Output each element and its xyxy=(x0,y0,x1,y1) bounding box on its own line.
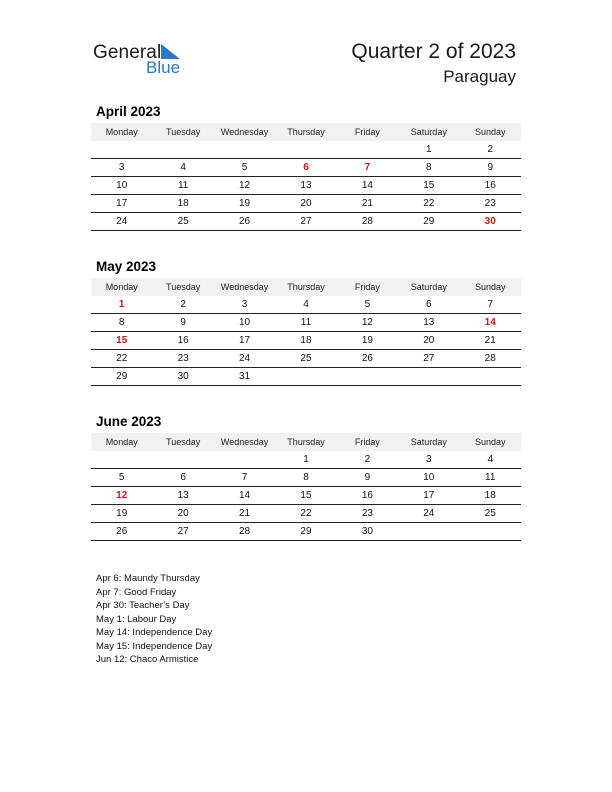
holiday-note: May 15: Independence Day xyxy=(96,640,213,652)
day-cell: 14 xyxy=(238,490,251,501)
day-cell: 2 xyxy=(364,454,371,465)
weekday-label: Thursday xyxy=(287,127,325,137)
day-cell: 28 xyxy=(238,526,251,537)
day-cell: 15 xyxy=(423,180,435,191)
day-cell: 7 xyxy=(487,299,494,310)
weekday-label: Tuesday xyxy=(166,282,201,292)
holiday-day-cell: 30 xyxy=(484,216,496,227)
day-cell: 31 xyxy=(238,371,251,382)
day-cell: 5 xyxy=(118,472,125,483)
day-cell: 8 xyxy=(118,317,125,328)
day-cell: 22 xyxy=(423,198,435,209)
day-cell: 11 xyxy=(300,317,312,328)
weekday-label: Tuesday xyxy=(166,127,201,137)
day-cell: 21 xyxy=(361,198,373,209)
weekday-label: Friday xyxy=(354,437,380,447)
day-cell: 21 xyxy=(238,508,251,519)
holiday-day-cell: 1 xyxy=(118,299,125,310)
day-cell: 2 xyxy=(180,299,186,310)
day-cell: 4 xyxy=(303,299,309,310)
day-cell: 27 xyxy=(423,353,435,364)
holiday-note: May 1: Labour Day xyxy=(96,613,177,625)
weekday-label: Friday xyxy=(354,282,380,292)
month-april xyxy=(91,104,521,231)
day-cell: 3 xyxy=(118,162,125,173)
week-row xyxy=(91,141,521,159)
day-cell: 24 xyxy=(423,508,435,519)
day-cell: 20 xyxy=(177,508,189,519)
day-cell: 11 xyxy=(485,472,496,483)
holiday-notes xyxy=(96,572,212,667)
logo-text-blue: Blue xyxy=(146,58,181,77)
day-cell: 4 xyxy=(180,162,186,173)
day-cell: 17 xyxy=(116,198,128,209)
day-cell: 28 xyxy=(484,353,496,364)
weekday-label: Monday xyxy=(105,437,138,447)
day-cell: 22 xyxy=(116,353,128,364)
holiday-day-cell: 15 xyxy=(116,335,128,346)
day-cell: 28 xyxy=(361,216,373,227)
day-cell: 1 xyxy=(426,144,432,155)
day-cell: 19 xyxy=(238,198,251,209)
holiday-day-cell: 12 xyxy=(116,490,128,501)
day-cell: 26 xyxy=(238,216,251,227)
month-june xyxy=(91,414,521,541)
week-row xyxy=(91,487,521,505)
day-cell: 24 xyxy=(116,216,128,227)
day-cell: 3 xyxy=(426,454,432,465)
day-cell: 2 xyxy=(487,144,494,155)
day-cell: 25 xyxy=(177,216,189,227)
day-cell: 16 xyxy=(177,335,189,346)
day-cell: 17 xyxy=(423,490,435,501)
day-cell: 26 xyxy=(361,353,373,364)
day-cell: 10 xyxy=(423,472,435,483)
day-cell: 18 xyxy=(300,335,312,346)
week-row xyxy=(91,195,521,213)
day-cell: 1 xyxy=(303,454,309,465)
day-cell: 16 xyxy=(484,180,496,191)
day-cell: 9 xyxy=(180,317,186,328)
holiday-note: Jun 12: Chaco Armistice xyxy=(96,654,199,665)
day-cell: 24 xyxy=(238,353,251,364)
week-row xyxy=(91,505,521,523)
week-row xyxy=(91,368,521,386)
day-cell: 12 xyxy=(238,180,251,191)
day-cell: 19 xyxy=(361,335,373,346)
day-cell: 14 xyxy=(361,180,373,191)
day-cell: 5 xyxy=(241,162,248,173)
day-cell: 30 xyxy=(361,526,373,537)
week-row xyxy=(91,159,521,177)
week-row xyxy=(91,469,521,487)
week-row xyxy=(91,213,521,231)
weekday-label: Tuesday xyxy=(166,437,201,447)
holiday-day-cell: 6 xyxy=(303,162,309,173)
weekday-label: Thursday xyxy=(287,282,325,292)
week-row xyxy=(91,451,521,469)
holiday-day-cell: 14 xyxy=(484,317,496,328)
week-row xyxy=(91,314,521,332)
month-title: May 2023 xyxy=(96,259,157,274)
day-cell: 19 xyxy=(116,508,128,519)
day-cell: 8 xyxy=(303,472,309,483)
weekday-label: Sunday xyxy=(474,437,506,447)
weekday-label: Wednesday xyxy=(220,282,269,292)
holiday-note: Apr 30: Teacher’s Day xyxy=(96,600,190,611)
holiday-note: Apr 7: Good Friday xyxy=(96,586,177,598)
day-cell: 13 xyxy=(177,490,189,501)
day-cell: 4 xyxy=(487,454,494,465)
day-cell: 7 xyxy=(241,472,248,483)
day-cell: 11 xyxy=(177,180,189,191)
holiday-note: May 14: Independence Day xyxy=(96,627,213,638)
day-cell: 27 xyxy=(177,526,189,537)
day-cell: 21 xyxy=(484,335,496,346)
holiday-note: Apr 6: Maundy Thursday xyxy=(96,573,200,584)
month-may xyxy=(91,259,521,386)
week-row xyxy=(91,332,521,350)
day-cell: 10 xyxy=(116,180,128,191)
day-cell: 12 xyxy=(361,317,373,328)
day-cell: 9 xyxy=(487,162,494,173)
day-cell: 29 xyxy=(116,371,128,382)
holiday-day-cell: 7 xyxy=(364,162,371,173)
day-cell: 26 xyxy=(116,526,128,537)
day-cell: 27 xyxy=(300,216,312,227)
weekday-header xyxy=(91,433,521,451)
country-name: Paraguay xyxy=(443,67,516,86)
day-cell: 6 xyxy=(426,299,432,310)
month-title: April 2023 xyxy=(96,104,161,119)
week-row xyxy=(91,296,521,314)
weekday-label: Monday xyxy=(105,282,138,292)
weekday-label: Saturday xyxy=(410,437,447,447)
day-cell: 18 xyxy=(484,490,496,501)
day-cell: 23 xyxy=(361,508,373,519)
day-cell: 29 xyxy=(423,216,435,227)
day-cell: 15 xyxy=(300,490,312,501)
month-title: June 2023 xyxy=(96,414,162,429)
weekday-header xyxy=(91,123,521,141)
day-cell: 20 xyxy=(300,198,312,209)
week-row xyxy=(91,350,521,368)
weekday-label: Wednesday xyxy=(220,437,269,447)
day-cell: 6 xyxy=(180,472,186,483)
day-cell: 13 xyxy=(423,317,435,328)
day-cell: 17 xyxy=(238,335,251,346)
weekday-label: Thursday xyxy=(287,437,325,447)
page-title: Quarter 2 of 2023 xyxy=(351,40,516,63)
day-cell: 9 xyxy=(364,472,371,483)
weekday-label: Friday xyxy=(354,127,380,137)
day-cell: 22 xyxy=(300,508,312,519)
day-cell: 8 xyxy=(426,162,432,173)
day-cell: 20 xyxy=(423,335,435,346)
day-cell: 25 xyxy=(484,508,496,519)
weekday-label: Wednesday xyxy=(220,127,269,137)
weekday-label: Monday xyxy=(105,127,138,137)
weekday-label: Sunday xyxy=(474,127,506,137)
day-cell: 5 xyxy=(364,299,371,310)
weekday-label: Saturday xyxy=(410,282,447,292)
week-row xyxy=(91,177,521,195)
day-cell: 3 xyxy=(241,299,248,310)
weekday-header xyxy=(91,278,521,296)
day-cell: 23 xyxy=(177,353,189,364)
day-cell: 16 xyxy=(361,490,373,501)
weekday-label: Saturday xyxy=(410,127,447,137)
weekday-label: Sunday xyxy=(474,282,506,292)
generalblue-logo xyxy=(93,40,193,80)
day-cell: 23 xyxy=(484,198,496,209)
day-cell: 18 xyxy=(177,198,189,209)
day-cell: 25 xyxy=(300,353,312,364)
day-cell: 29 xyxy=(300,526,312,537)
day-cell: 13 xyxy=(300,180,312,191)
week-row xyxy=(91,523,521,541)
logo-text-general: General xyxy=(93,42,162,63)
day-cell: 10 xyxy=(238,317,251,328)
day-cell: 30 xyxy=(177,371,189,382)
